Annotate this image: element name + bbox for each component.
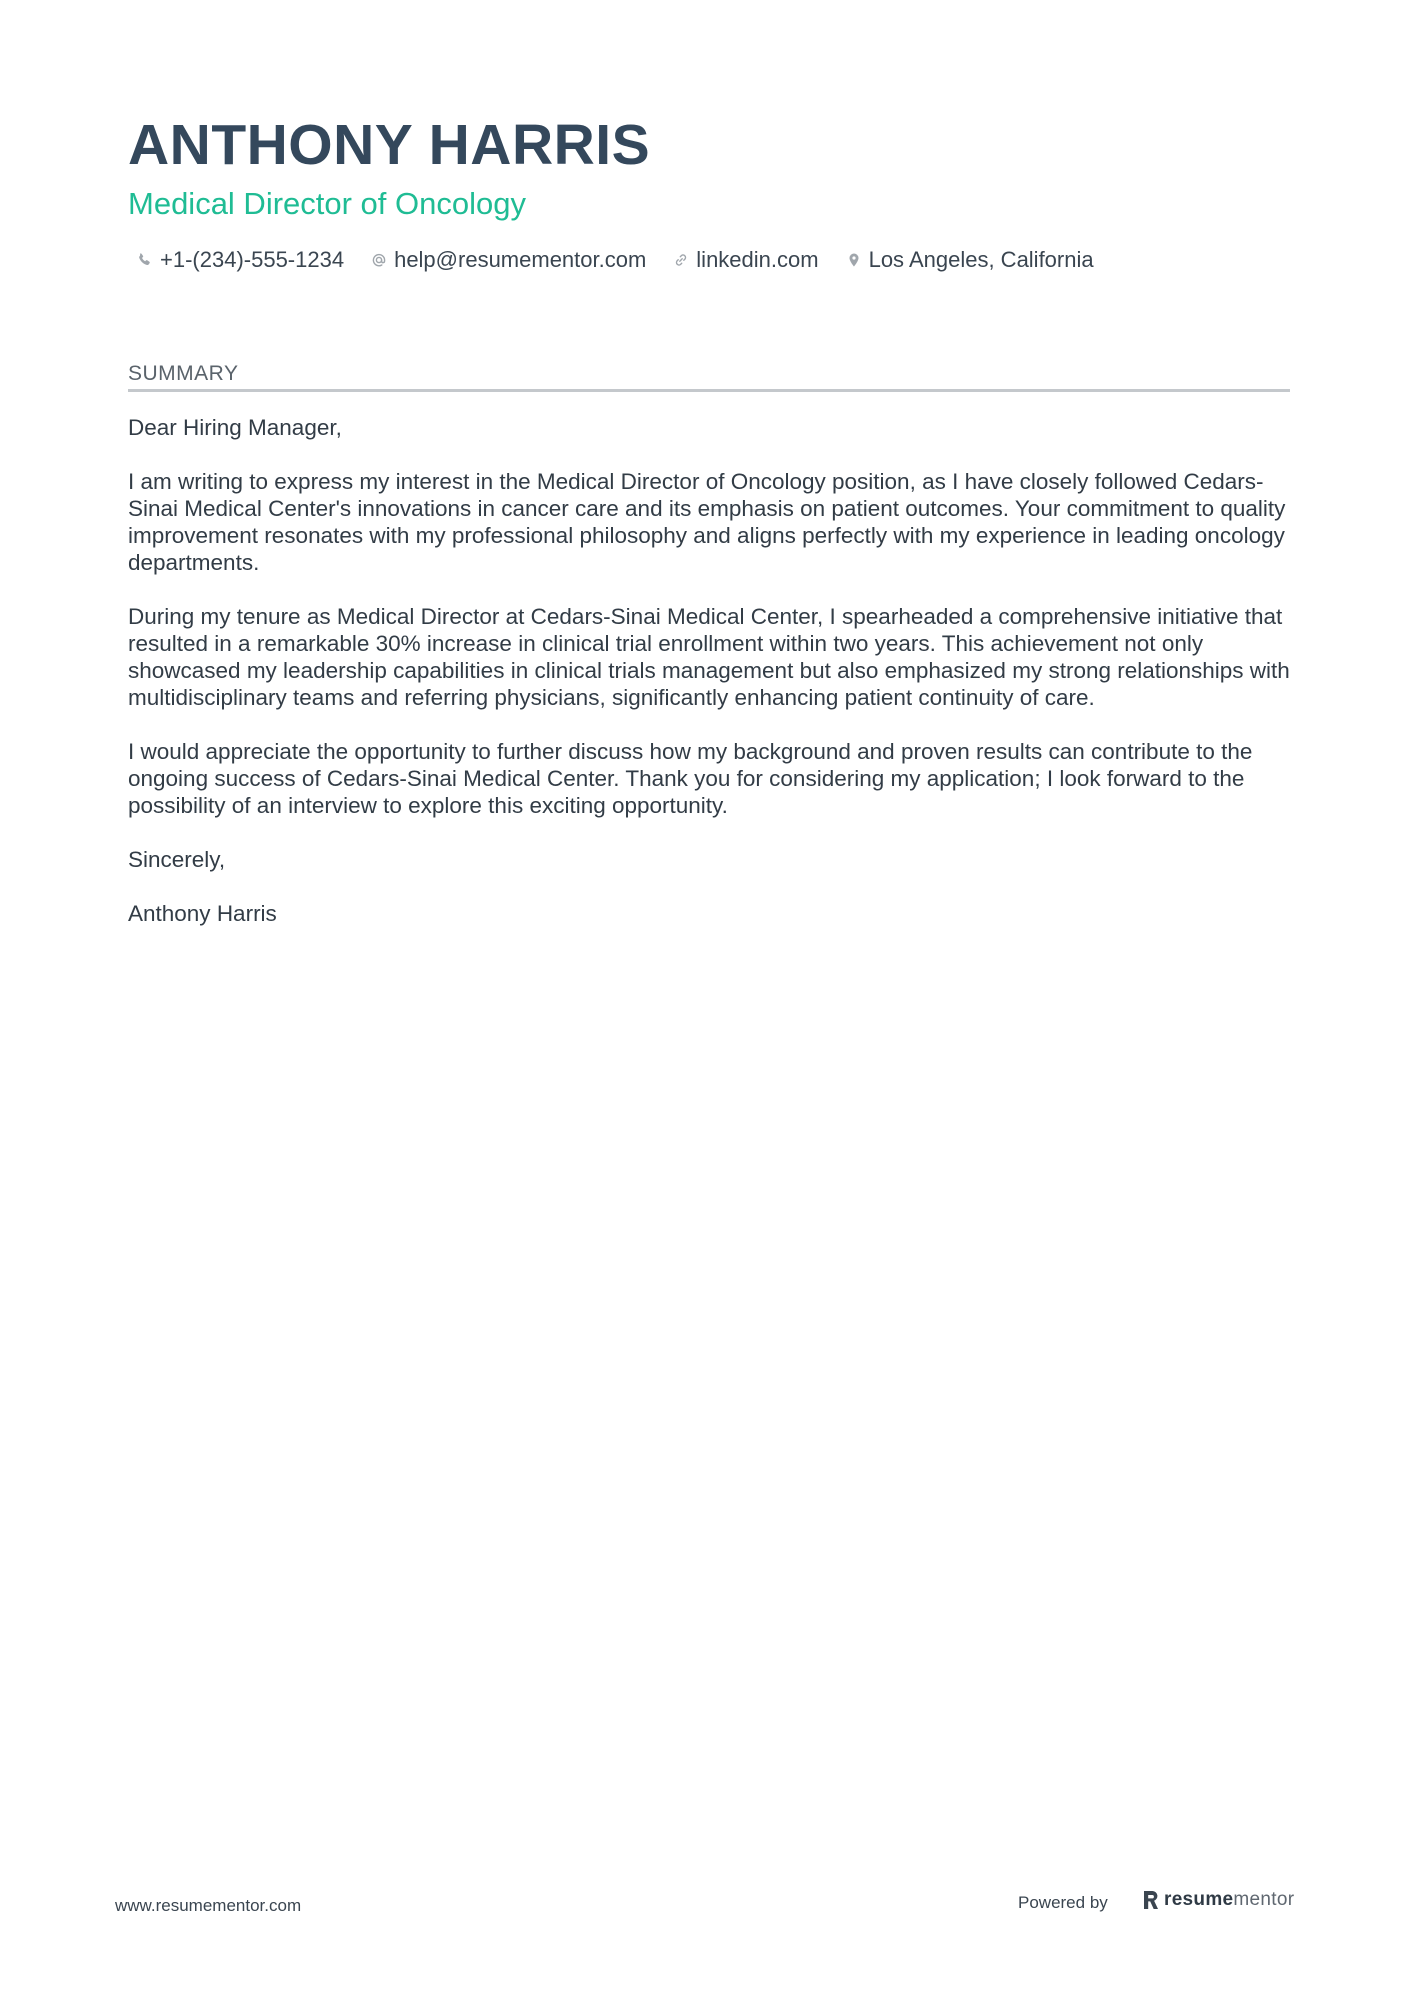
section-heading-summary: SUMMARY — [128, 360, 1290, 392]
resumementor-logo[interactable] — [1142, 1889, 1294, 1911]
resumementor-wordmark: resumementor — [1164, 1889, 1295, 1910]
contact-linkedin[interactable] — [672, 247, 818, 273]
location-text: Los Angeles, California — [868, 247, 1094, 272]
salutation: Dear Hiring Manager, — [128, 415, 342, 440]
candidate-name: ANTHONY HARRIS — [128, 113, 651, 177]
body-paragraph: During my tenure as Medical Director at Cedars-Sinai Medical Center, I spearheaded a comprehensive initiative that resulted in a remarkable 30% increase in clinical trial enrollment within two years. This achievement not only showcased my leadership capabilities in clinical trials management but also emphasized my strong relationships with multidisciplinary teams and referring physicians, significantly enhancing patient continuity of care. — [128, 604, 1290, 710]
contact-location — [845, 247, 1094, 273]
letter-body — [128, 414, 1294, 954]
body-paragraph: I would appreciate the opportunity to further discuss how my background and proven results can contribute to the ongoing success of Cedars-Sinai Medical Center. Thank you for considering my application; I look forward to the possibility of an interview to explore this exciting opportunity. — [128, 739, 1253, 818]
phone-icon — [136, 251, 154, 269]
signature-name: Anthony Harris — [128, 901, 277, 926]
contact-email[interactable] — [370, 247, 646, 273]
email-text: help@resumementor.com — [394, 247, 647, 272]
contact-phone — [136, 247, 344, 273]
phone-text: +1-(234)-555-1234 — [160, 247, 345, 272]
powered-by-label: Powered by — [1018, 1893, 1108, 1912]
at-icon — [370, 251, 388, 269]
footer-website-link[interactable]: www.resumementor.com — [115, 1896, 302, 1915]
contact-bar — [136, 243, 1120, 277]
link-icon — [672, 251, 690, 269]
body-paragraph: I am writing to express my interest in the Medical Director of Oncology position, as I have closely followed Cedars-Sinai Medical Center's innovations in cancer care and its emphasis on patient outcomes. Your commitment to quality improvement resonates with my professional philosophy and aligns perfectly with my experience in leading oncology departments. — [128, 469, 1286, 575]
resumementor-logo-icon — [1142, 1889, 1160, 1911]
location-pin-icon — [845, 251, 863, 269]
linkedin-text: linkedin.com — [696, 247, 819, 272]
job-title: Medical Director of Oncology — [128, 186, 526, 221]
closing: Sincerely, — [128, 847, 226, 872]
